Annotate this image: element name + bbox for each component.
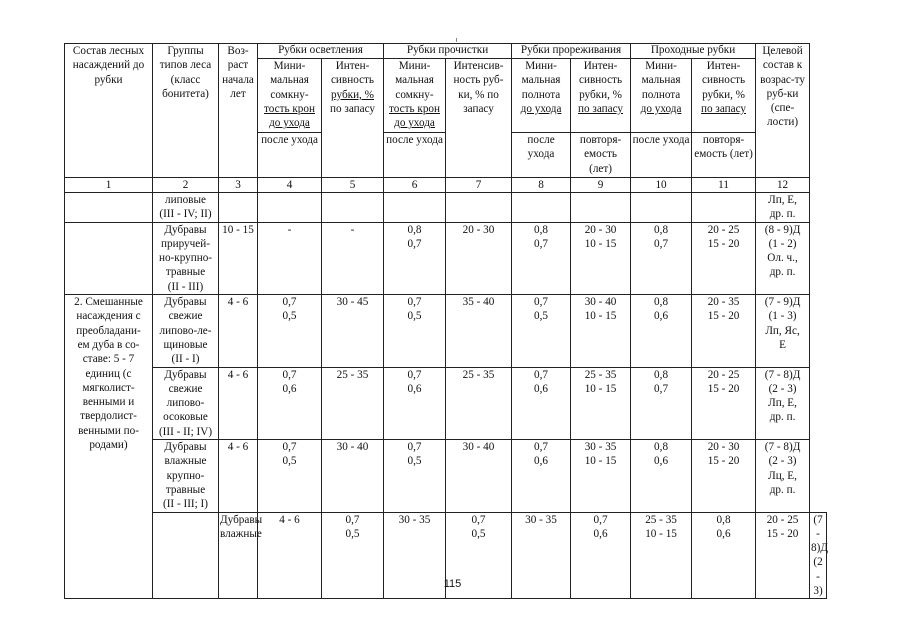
- value-cell: 0,7 0,5: [384, 440, 446, 512]
- value-cell: 0,8 0,6: [692, 512, 756, 599]
- age-cell: 4 - 6: [219, 440, 258, 512]
- value-cell: 0,8 0,6: [631, 440, 692, 512]
- value-cell: 30 - 45: [322, 295, 384, 367]
- value-cell: 30 - 35: [384, 512, 446, 599]
- value-cell: 0,7 0,5: [384, 295, 446, 367]
- value-cell: 0,8 0,7: [631, 367, 692, 439]
- value-cell: 25 - 35: [322, 367, 384, 439]
- value-cell: 20 - 30 10 - 15: [571, 222, 631, 294]
- age-cell: 4 - 6: [219, 367, 258, 439]
- header-target-composition: Целевой состав к возрас-ту руб-ки (спе-лости): [756, 44, 810, 178]
- col-number: 4: [258, 178, 322, 193]
- value-cell: 0,7 0,5: [322, 512, 384, 599]
- header-group-thinning: Рубки прореживания: [512, 44, 631, 59]
- value-cell: 25 - 35 10 - 15: [571, 367, 631, 439]
- value-cell: 30 - 40: [446, 440, 512, 512]
- header-thinning-repeat: повторя-емость (лет): [571, 133, 631, 178]
- col-number: 9: [571, 178, 631, 193]
- col-number: 12: [756, 178, 810, 193]
- col-number: 1: [65, 178, 153, 193]
- header-cleaning-intensity: Интенсив-ность руб-ки, % по запасу: [446, 59, 512, 178]
- header-clearing-intensity: Интен-сивность рубки, % по запасу: [322, 59, 384, 178]
- value-cell: 25 - 35 10 - 15: [631, 512, 692, 599]
- forest-type-cell: Дубравы свежие липово- осоковые (III - II; IV): [153, 367, 219, 439]
- composition-cell-empty: [65, 222, 153, 294]
- value-cell: 0,8 0,7: [512, 222, 571, 294]
- value-cell: 0,7 0,5: [446, 512, 512, 599]
- composition-cell-empty: [65, 193, 153, 223]
- col-number: 7: [446, 178, 512, 193]
- value-cell: 0,8 0,7: [631, 222, 692, 294]
- age-cell: 4 - 6: [219, 295, 258, 367]
- value-cell: 0,8 0,6: [631, 295, 692, 367]
- header-group-clearing: Рубки осветления: [258, 44, 384, 59]
- value-cell: -: [258, 222, 322, 294]
- col-number: 11: [692, 178, 756, 193]
- scan-mark: [456, 38, 457, 42]
- header-clearing-after: после ухода: [258, 133, 322, 178]
- value-cell: 30 - 35 10 - 15: [571, 440, 631, 512]
- target-cell: (7 - 8)Д (2 - 3): [811, 513, 828, 598]
- value-cell: 30 - 40 10 - 15: [571, 295, 631, 367]
- forest-type-cell: липовые (III - IV; II): [153, 193, 219, 223]
- forest-type-cell: Дубравы приручей- но-крупно- травные (II - III): [153, 222, 219, 294]
- col-number: 5: [322, 178, 384, 193]
- value-cell: [446, 193, 512, 223]
- col-number: 2: [153, 178, 219, 193]
- value-cell: [384, 193, 446, 223]
- table-row: [65, 222, 827, 294]
- target-cell: Лп, Е, др. п.: [756, 193, 810, 223]
- value-cell: [322, 193, 384, 223]
- forest-care-table: [64, 43, 827, 599]
- value-cell: [258, 193, 322, 223]
- col-number: 6: [384, 178, 446, 193]
- value-cell: [692, 193, 756, 223]
- col-number: 8: [512, 178, 571, 193]
- header-row-groups: [65, 44, 827, 59]
- age-cell: 10 - 15: [219, 222, 258, 294]
- value-cell: [512, 193, 571, 223]
- value-cell: 20 - 30: [446, 222, 512, 294]
- table-row: [65, 367, 827, 439]
- value-cell: 0,7 0,6: [571, 512, 631, 599]
- col-number: 3: [219, 178, 258, 193]
- header-thinning-min-fullness: Мини-мальная полнота до ухода: [512, 59, 571, 133]
- value-cell: 30 - 40: [322, 440, 384, 512]
- target-cell: (7 - 8)Д (2 - 3) Лц, Е, др. п.: [756, 440, 810, 512]
- header-cleaning-after: после ухода: [384, 133, 446, 178]
- page-number: 115: [443, 578, 462, 590]
- value-cell: 20 - 25 15 - 20: [756, 512, 810, 599]
- table-row: [65, 193, 827, 223]
- header-passage-repeat: повторя-емость (лет): [692, 133, 756, 178]
- value-cell: 20 - 35 15 - 20: [692, 295, 756, 367]
- value-cell: 0,7 0,5: [258, 295, 322, 367]
- forest-type-cell: Дубравы свежие липово-ле- щиновые (II - I): [153, 295, 219, 367]
- value-cell: 20 - 30 15 - 20: [692, 440, 756, 512]
- header-cleaning-min-density: Мини-мальная сомкну- тость крон до ухода: [384, 59, 446, 133]
- value-cell: -: [322, 222, 384, 294]
- column-numbers-row: [65, 178, 827, 193]
- value-cell: 0,7 0,6: [384, 367, 446, 439]
- table-row: [65, 440, 827, 512]
- header-passage-after: после ухода: [631, 133, 692, 178]
- target-cell: (7 - 9)Д (1 - 3) Лп, Яс, Е: [756, 295, 810, 367]
- forest-type-cell: Дубравы влажные: [219, 512, 258, 599]
- table-row: [65, 295, 827, 367]
- composition-group-cell: 2. Смешанные насаждения с преобладани- ем дуба в со- ставе: 5 - 7 единиц (с мягколист- венными и твердолист- венными по- родами): [65, 295, 153, 599]
- value-cell: 20 - 25 15 - 20: [692, 367, 756, 439]
- value-cell: 20 - 25 15 - 20: [692, 222, 756, 294]
- value-cell: 0,7 0,5: [258, 440, 322, 512]
- value-cell: 0,7 0,6: [512, 367, 571, 439]
- value-cell: [631, 193, 692, 223]
- value-cell: 35 - 40: [446, 295, 512, 367]
- age-cell: [219, 193, 258, 223]
- header-passage-min-fullness: Мини-мальная полнота до ухода: [631, 59, 692, 133]
- age-cell: 4 - 6: [258, 512, 322, 599]
- header-passage-intensity: Интен-сивность рубки, % по запасу: [692, 59, 756, 133]
- header-group-cleaning: Рубки прочистки: [384, 44, 512, 59]
- header-group-passage: Проходные рубки: [631, 44, 756, 59]
- header-thinning-after: после ухода: [512, 133, 571, 178]
- header-clearing-min-density: Мини-мальная сомкну- тость крон до ухода: [258, 59, 322, 133]
- header-thinning-intensity: Интен-сивность рубки, % по запасу: [571, 59, 631, 133]
- header-composition: Состав лесных насаждений до рубки: [65, 44, 153, 178]
- header-age: Воз-раст начала лет: [219, 44, 258, 178]
- value-cell: 0,7 0,5: [512, 295, 571, 367]
- value-cell: 0,7 0,6: [512, 440, 571, 512]
- target-cell: (8 - 9)Д (1 - 2) Ол. ч., др. п.: [756, 222, 810, 294]
- value-cell: 30 - 35: [512, 512, 571, 599]
- value-cell: 0,7 0,6: [258, 367, 322, 439]
- col-number: 10: [631, 178, 692, 193]
- value-cell: [571, 193, 631, 223]
- value-cell: 0,8 0,7: [384, 222, 446, 294]
- target-cell: (7 - 8)Д (2 - 3) Лп, Е, др. п.: [756, 367, 810, 439]
- forest-type-cell: Дубравы влажные крупно- травные (II - III; I): [153, 440, 219, 512]
- header-forest-types: Группы типов леса (класс бонитета): [153, 44, 219, 178]
- value-cell: 25 - 35: [446, 367, 512, 439]
